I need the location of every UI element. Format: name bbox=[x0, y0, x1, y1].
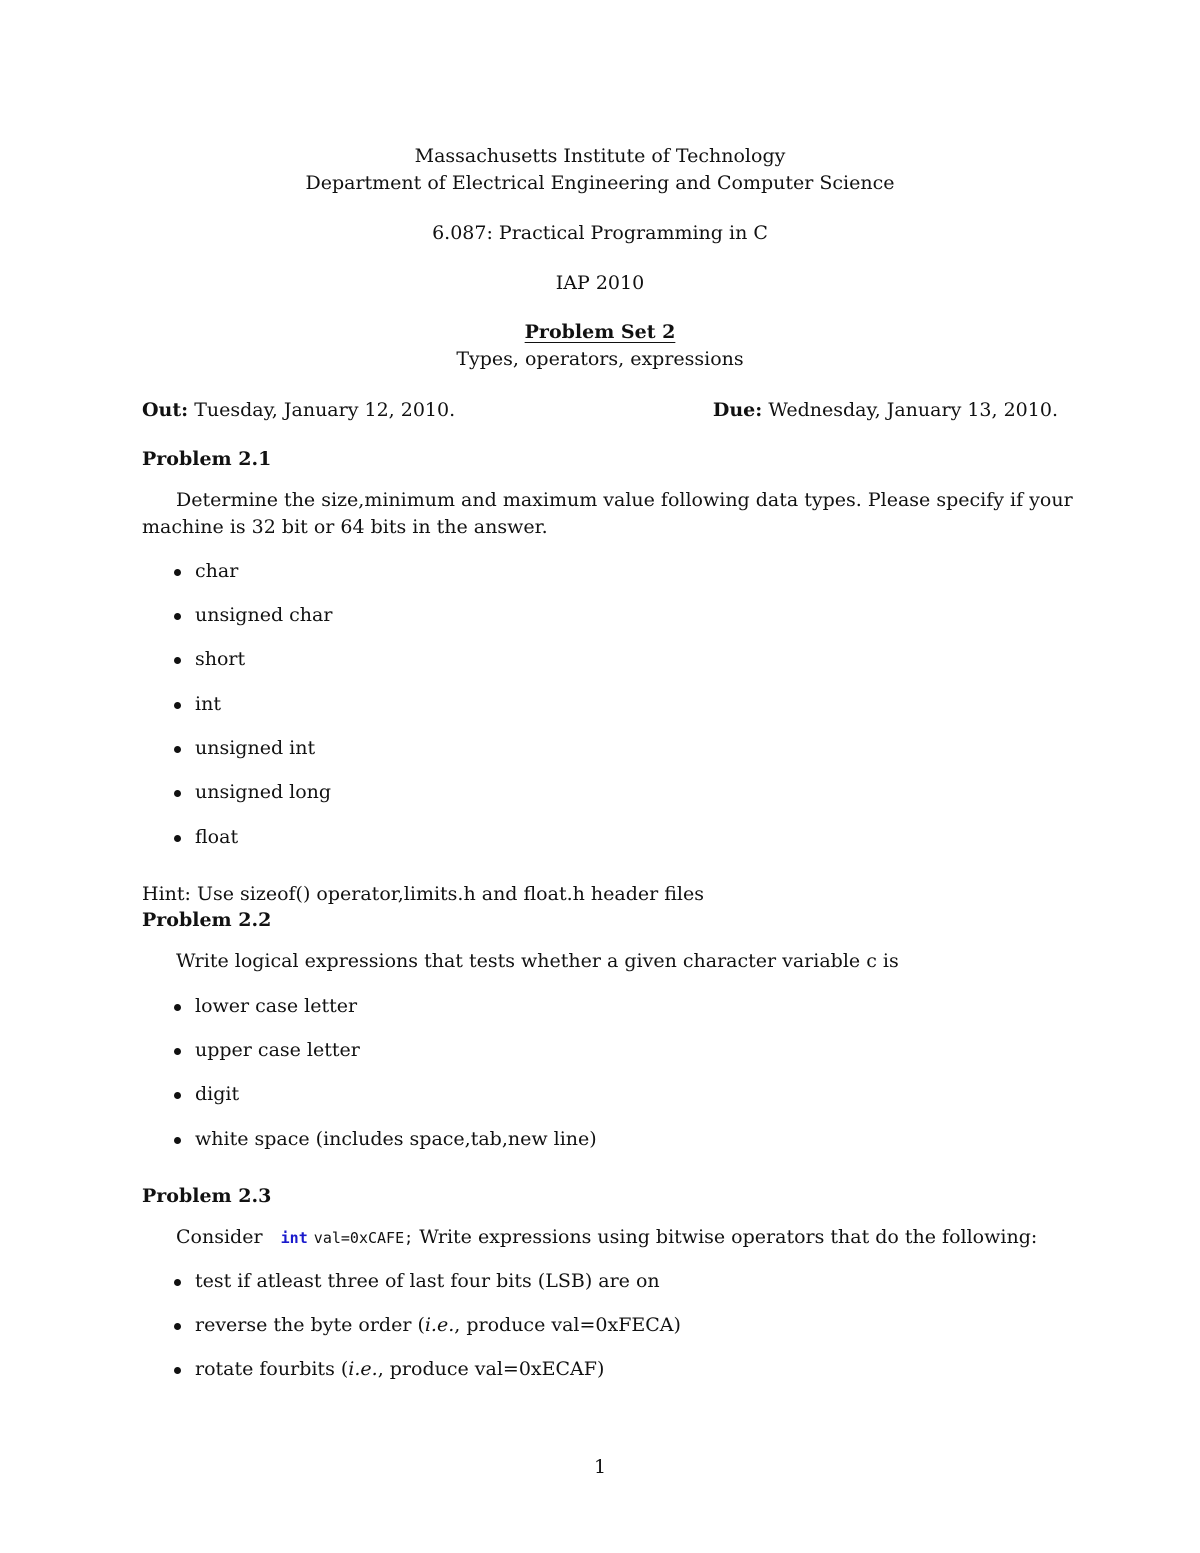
item-ie: i.e. bbox=[348, 1358, 378, 1380]
out-date bbox=[142, 401, 455, 420]
consider-text: Consider bbox=[176, 1226, 263, 1248]
list-item: lower case letter bbox=[195, 995, 358, 1017]
item-prefix: rotate fourbits ( bbox=[195, 1358, 349, 1380]
list-item: unsigned int bbox=[195, 737, 316, 759]
problem-set-subtitle: Types, operators, expressions bbox=[456, 348, 744, 370]
list-item: upper case letter bbox=[195, 1039, 360, 1061]
problem-2-3-heading: Problem 2.3 bbox=[142, 1185, 272, 1207]
instruction-text: Write expressions using bitwise operators that do the following: bbox=[419, 1226, 1038, 1248]
course-title: 6.087: Practical Programming in C bbox=[432, 222, 768, 244]
bullet-icon bbox=[174, 702, 181, 709]
list-item: unsigned char bbox=[195, 604, 333, 626]
problem-set-title bbox=[0, 323, 1200, 342]
bullet-icon bbox=[174, 1137, 181, 1144]
list-item: white space (includes space,tab,new line) bbox=[195, 1128, 597, 1150]
hint-text: Hint: Use sizeof() operator,limits.h and float.h header files bbox=[142, 883, 704, 905]
bullet-icon bbox=[174, 746, 181, 753]
bullet-icon bbox=[174, 1004, 181, 1011]
bullet-icon bbox=[174, 1092, 181, 1099]
item-suffix: , produce val=0xECAF) bbox=[377, 1358, 605, 1380]
problem-2-3-text bbox=[176, 1228, 1037, 1247]
list-item: digit bbox=[195, 1083, 240, 1105]
item-prefix: reverse the byte order ( bbox=[195, 1314, 425, 1336]
list-item: float bbox=[195, 826, 239, 848]
bullet-icon bbox=[174, 1367, 181, 1374]
code-keyword: int bbox=[280, 1229, 308, 1247]
bullet-icon bbox=[174, 790, 181, 797]
out-label: Out: bbox=[142, 399, 189, 421]
bullet-icon bbox=[174, 613, 181, 620]
problem-2-1-text-line1: Determine the size,minimum and maximum value following data types. Please specify if your bbox=[176, 489, 1073, 511]
list-item: int bbox=[195, 693, 221, 715]
list-item: char bbox=[195, 560, 239, 582]
bullet-icon bbox=[174, 835, 181, 842]
list-item: test if atleast three of last four bits (LSB) are on bbox=[195, 1270, 660, 1292]
bullet-icon bbox=[174, 1048, 181, 1055]
due-date bbox=[713, 401, 1058, 420]
department-name: Department of Electrical Engineering and Computer Science bbox=[305, 172, 895, 194]
list-item: unsigned long bbox=[195, 781, 332, 803]
term: IAP 2010 bbox=[555, 272, 645, 294]
out-value: Tuesday, January 12, 2010. bbox=[194, 399, 456, 421]
institution-name: Massachusetts Institute of Technology bbox=[414, 145, 786, 167]
bullet-icon bbox=[174, 1279, 181, 1286]
bullet-icon bbox=[174, 657, 181, 664]
problem-2-1-heading: Problem 2.1 bbox=[142, 448, 272, 470]
list-item: short bbox=[195, 648, 246, 670]
problem-2-2-heading: Problem 2.2 bbox=[142, 909, 272, 931]
bullet-icon bbox=[174, 1323, 181, 1330]
list-item bbox=[195, 1316, 681, 1335]
item-suffix: , produce val=0xFECA) bbox=[454, 1314, 681, 1336]
problem-set-title-text: Problem Set 2 bbox=[524, 321, 676, 343]
list-item bbox=[195, 1360, 604, 1379]
due-label: Due: bbox=[712, 399, 763, 421]
problem-2-1-text-line2: machine is 32 bit or 64 bits in the answer. bbox=[142, 516, 548, 538]
item-ie: i.e. bbox=[424, 1314, 455, 1336]
page-number: 1 bbox=[593, 1456, 607, 1478]
due-value: Wednesday, January 13, 2010. bbox=[768, 399, 1058, 421]
problem-2-2-text: Write logical expressions that tests whether a given character variable c is bbox=[176, 950, 899, 972]
bullet-icon bbox=[174, 569, 181, 576]
code-expression: val=0xCAFE; bbox=[313, 1229, 414, 1247]
